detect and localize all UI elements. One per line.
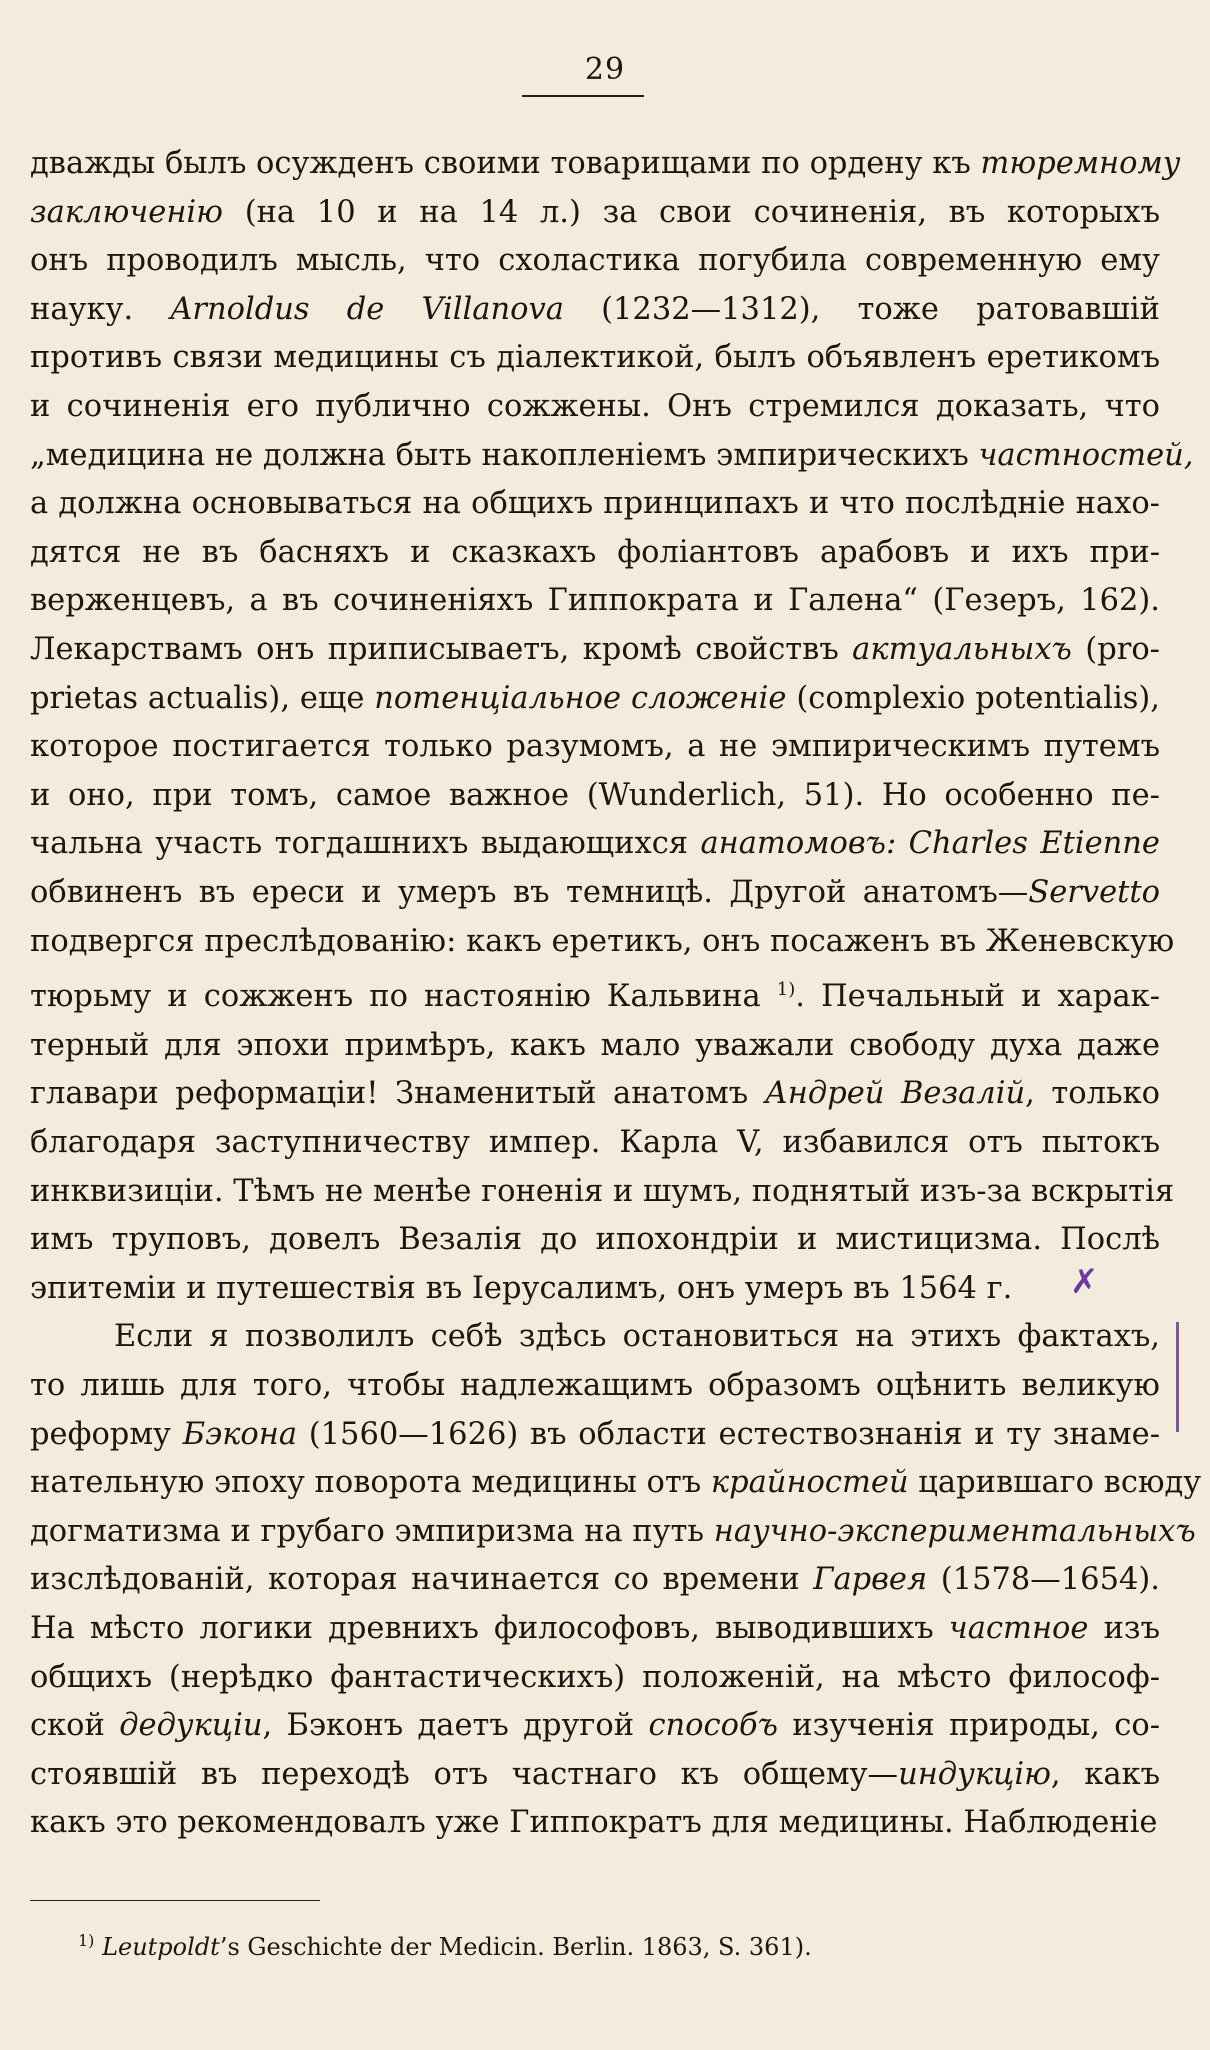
text-run: дятся не въ басняхъ и сказкахъ фоліантовъ арабовъ и ихъ при- [30,534,1160,570]
text-run: чальна участь тогдашнихъ выдающихся [30,826,701,862]
text-run: (1578—1654). [927,1562,1160,1598]
text-run: то лишь для того, чтобы надлежащимъ образомъ оцѣнить великую [30,1368,1160,1403]
text-run: стоявшій въ переходѣ отъ частнаго къ общему— [30,1756,899,1792]
text-run: терный для эпохи примѣръ, какъ мало уважали свободу духа даже [30,1027,1160,1063]
italic-text: способъ [648,1708,778,1744]
italic-text: крайностей [710,1465,909,1501]
footnote-rule [30,1900,320,1901]
text-line [30,772,1160,821]
text-line [30,1459,1202,1508]
text-line [30,1022,1160,1071]
text-run: нательную эпоху поворота медицины отъ [30,1465,711,1501]
text-line [30,675,1160,724]
text-run: дважды былъ осужденъ своими товарищами по ордену къ [30,146,981,181]
text-run: инквизиціи. Тѣмъ не менѣе гоненія и шумъ, поднятый изъ-за вскрытія [30,1173,1175,1209]
text-run: благодаря заступничеству импер. Карла V, избавился отъ пытокъ [30,1125,1160,1161]
footnote-ref: 1) [776,979,796,1001]
italic-text: Бэкона [182,1416,298,1452]
text-line [30,286,1160,335]
text-run: противъ связи медицины съ діалектикой, былъ объявленъ еретикомъ [30,340,1160,376]
text-run: ской [30,1708,120,1744]
text-run: и оно, при томъ, самое важное (Wunderlich, 51). Но особенно пе- [30,777,1160,813]
text-line [30,1556,1160,1605]
header-rule [522,95,644,97]
text-run: онъ проводилъ мысль, что схоластика погубила современную ему [30,243,1160,279]
text-run: Лекарствамъ онъ приписываетъ, кромѣ свойствъ [30,631,853,667]
text-run: какъ это рекомендовалъ уже Гиппократъ для медицины. Наблюденіе [30,1805,1158,1841]
text-line [30,966,1160,1022]
footnote-text: ’s Geschichte der Medicin. Berlin. 1863, S. 361). [219,1933,812,1961]
page-number: 29 [584,52,626,87]
text-line [30,1070,1160,1119]
text-line [30,723,1160,772]
text-run: науку. [30,291,171,327]
text-run: верженцевъ, а въ сочиненіяхъ Гиппократа и Галена“ (Гезеръ, 162). [30,583,1160,619]
text-run: эпитеміи и путешествія въ Іерусалимъ, онъ умеръ въ 1564 г. [30,1270,1013,1306]
text-line [30,820,1160,869]
text-run: изъ [1088,1610,1160,1646]
text-line [30,432,1194,481]
text-line [30,529,1160,578]
text-run: а должна основываться на общихъ принципахъ и что послѣдніе нахо- [30,486,1160,522]
text-run: которое постигается только разумомъ, а не эмпирическимъ путемъ [30,729,1160,765]
text-line [30,1265,1160,1314]
text-run: обвиненъ въ ереси и умеръ въ темницѣ. Другой анатомъ— [30,874,1029,910]
text-line [30,626,1160,675]
italic-text: индукцію [898,1756,1051,1792]
text-run: имъ труповъ, довелъ Везалія до ипохондріи и мистицизма. Послѣ [30,1222,1160,1258]
text-run: „медицина не должна быть накопленіемъ эмпирическихъ [30,437,979,473]
italic-text: Гарвея [813,1562,928,1598]
pencil-mark-icon: ✗ [1070,1262,1099,1302]
italic-text: потенціальное сложеніе [374,680,787,716]
text-run: На мѣсто логики древнихъ философовъ, выводившихъ [30,1610,949,1646]
text-run: . Печальный и харак- [795,979,1161,1015]
text-line [30,1605,1160,1654]
text-line [30,577,1160,626]
text-run: и сочиненія его публично сожжены. Онъ стремился доказать, что [30,388,1160,424]
text-run: подвергся преслѣдованію: какъ еретикъ, онъ посаженъ въ Женевскую [30,923,1175,959]
text-line [30,334,1160,383]
text-line [30,1508,1196,1557]
italic-text: дедукціи [119,1708,263,1744]
text-line [30,1654,1160,1703]
text-line [30,480,1160,529]
text-run: изслѣдованій, которая начинается со времени [30,1562,814,1598]
text-line [30,237,1160,286]
italic-text: частное [948,1610,1089,1646]
text-run: (1560—1626) въ области естествознанія и ту знаме- [297,1416,1160,1452]
text-line [30,1313,1160,1362]
italic-text: актуальныхъ [852,631,1072,667]
text-run: реформу [30,1416,183,1452]
text-run: изученія природы, со- [777,1708,1161,1744]
text-line [30,918,1175,967]
body-text [30,140,1202,1848]
italic-text: Servetto [1028,874,1160,910]
text-run: догматизма и грубаго эмпиризма на путь [30,1513,714,1549]
text-run: главари реформаціи! Знаменитый анатомъ [30,1076,765,1112]
italic-text: Arnoldus de Villanova [170,291,564,327]
text-line [30,189,1160,238]
text-run: (pro- [1071,631,1160,667]
text-run: (complexio potentialis), [786,680,1160,716]
text-run: (на 10 и на 14 л.) за свои сочиненія, въ которыхъ [223,194,1160,230]
italic-text: Андрей Везалій [764,1076,1026,1112]
text-run: тюрьму и сожженъ по настоянію Кальвина [30,979,777,1015]
text-line [30,869,1160,918]
text-run: (1232—1312), тоже ратовавшій [563,291,1161,327]
text-line [30,1168,1175,1217]
italic-text: частностей, [978,437,1194,473]
footnote [78,1925,1078,1963]
paragraph [30,140,1194,1313]
text-line [30,1751,1160,1800]
text-run: общихъ (нерѣдко фантастическихъ) положеній, на мѣсто философ- [30,1659,1160,1695]
text-line [30,1702,1160,1751]
margin-pencil-line [1176,1322,1179,1432]
text-run: , какъ [1050,1756,1161,1792]
italic-text: тюремному [980,146,1181,181]
italic-text: заключенію [30,194,224,230]
text-run: царившаго всюду [908,1465,1202,1501]
text-run: prietas actualis), еще [30,680,375,716]
italic-text: научно-экспериментальныхъ [713,1513,1196,1549]
text-line [30,1362,1160,1411]
paragraph [30,1313,1202,1848]
text-line [30,1216,1160,1265]
text-line [30,1119,1160,1168]
text-run: Если я позволилъ себѣ здѣсь остановиться на этихъ фактахъ, [114,1319,1160,1355]
footnote-marker: 1) [78,1931,95,1950]
text-line [30,1411,1160,1460]
text-line [30,1799,1160,1848]
text-line [30,140,1181,189]
text-run: , Бэконъ даетъ другой [262,1708,649,1744]
italic-text: анатомовъ: Charles Etienne [700,826,1160,862]
footnote-author: Leutpoldt [102,1933,220,1961]
text-run: , только [1025,1076,1160,1112]
text-line [30,383,1160,432]
